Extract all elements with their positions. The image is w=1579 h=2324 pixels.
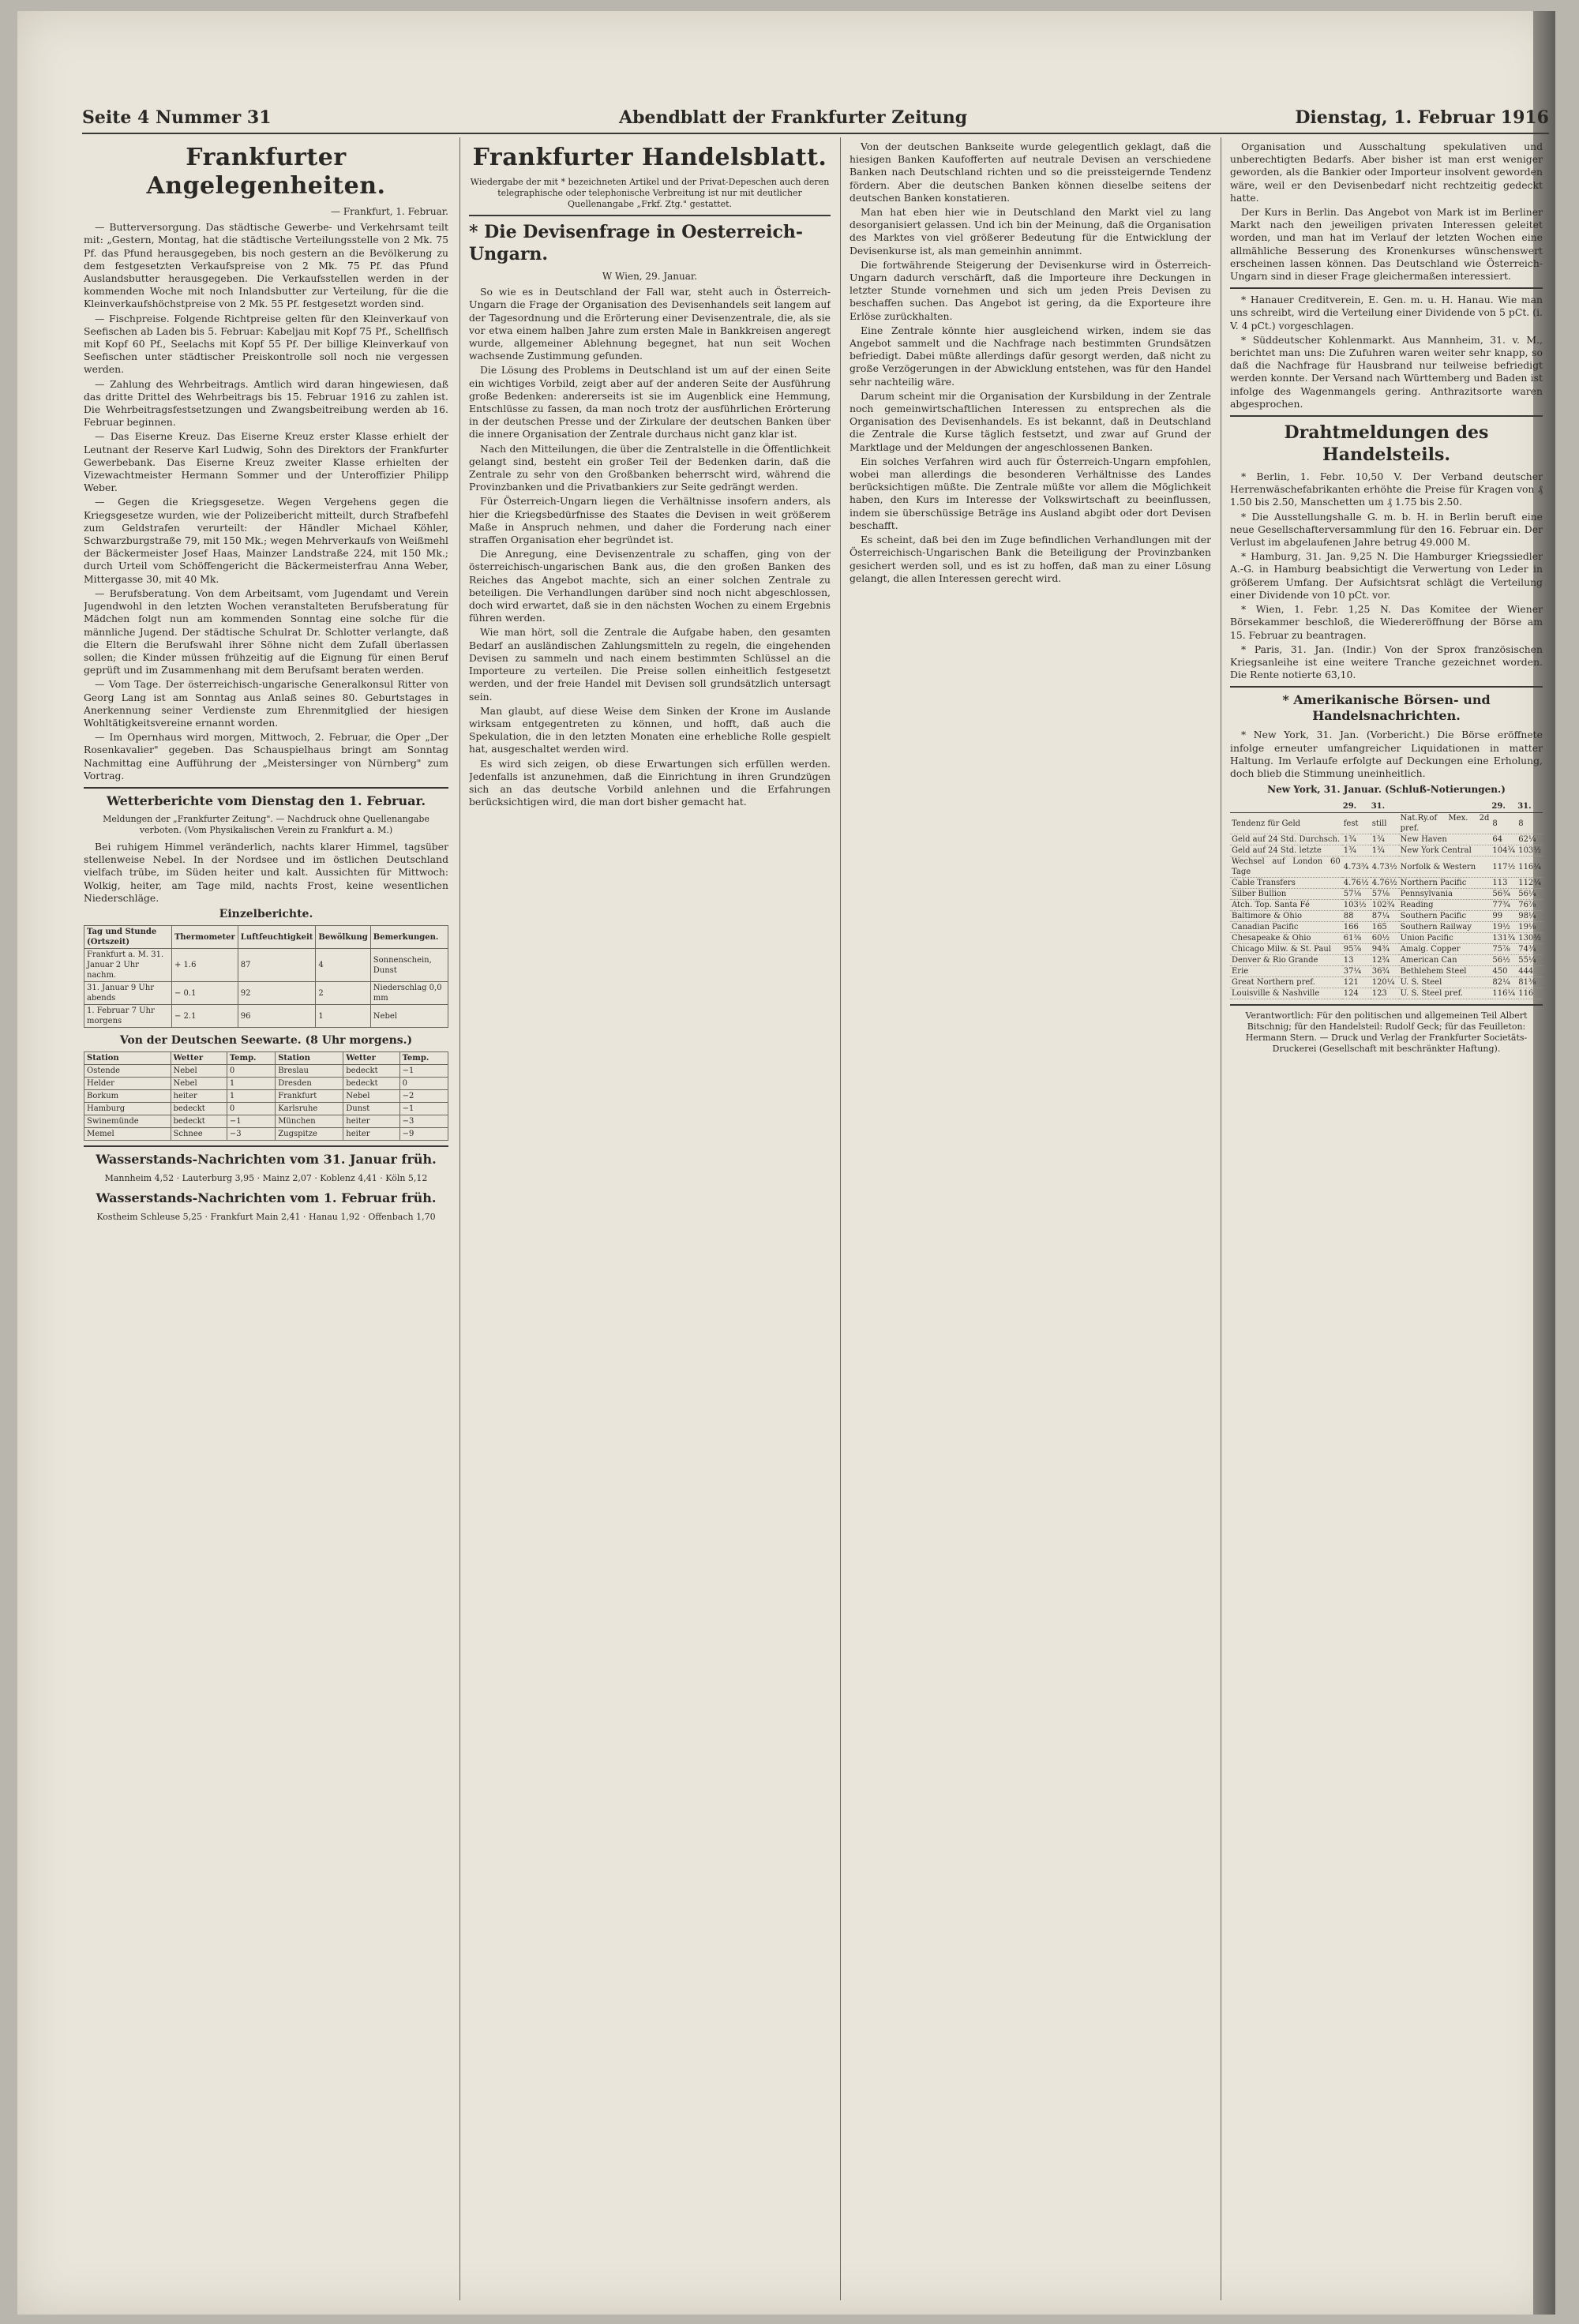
table-cell: Erie — [1230, 966, 1342, 977]
table-cell: U. S. Steel — [1399, 977, 1491, 988]
article-paragraph: Der Kurs in Berlin. Das Angebot von Mark ist im Berliner Markt nach den jeweiligen privaten Interessen geleitet worden, und man hat im Verlauf der letzten Wochen eine allmähliche Besserung des Kronenkurses wünschenswert erscheinen lassen können. Das Deutschland wie Österreich-Ungarn sind in dieser Frage gleichermaßen interessiert. — [1230, 206, 1543, 283]
table-header: Thermometer — [171, 926, 238, 949]
table-cell: Atch. Top. Santa Fé — [1230, 900, 1342, 911]
section-divider — [1230, 287, 1543, 289]
table-cell: 121 — [1342, 977, 1371, 988]
table-row — [1230, 813, 1543, 834]
stock-table-title: New York, 31. Januar. (Schluß-Notierungen.) — [1267, 784, 1506, 796]
table-cell: New Haven — [1399, 834, 1491, 845]
table-cell: 87 — [238, 949, 316, 982]
column-local-news — [84, 141, 448, 2296]
table-cell: Canadian Pacific — [1230, 922, 1342, 933]
table-cell: 444 — [1517, 966, 1543, 977]
section-divider — [1230, 415, 1543, 417]
table-cell: 12¾ — [1371, 955, 1399, 966]
table-cell: Sonnenschein, Dunst — [370, 949, 448, 982]
table-cell: 95⅞ — [1342, 944, 1371, 955]
table-header: Temp. — [227, 1052, 275, 1065]
table-cell: 57⅛ — [1342, 889, 1371, 900]
table-cell: Frankfurt a. M. 31. Januar 2 Uhr nachm. — [84, 949, 172, 982]
table-cell: 88 — [1342, 911, 1371, 922]
table-cell: 62¼ — [1517, 834, 1543, 845]
table-cell: American Can — [1399, 955, 1491, 966]
table-cell: Denver & Rio Grande — [1230, 955, 1342, 966]
article-paragraph: Man hat eben hier wie in Deutschland den Markt viel zu lang desorganisiert gelassen. Und ich bin der Meinung, daß die Organisation des Marktes von viel größerer Bedeutung für die Entwicklung der Devisenkurse ist, als man gemeinhin annimmt. — [850, 206, 1211, 257]
table-header: 29. — [1342, 800, 1371, 813]
table-cell: 130½ — [1517, 933, 1543, 944]
table-cell: Nebel — [370, 1005, 448, 1028]
table-cell: 1¾ — [1342, 834, 1371, 845]
table-cell: 92 — [238, 982, 316, 1005]
table-cell: bedeckt — [343, 1078, 399, 1090]
table-cell: Nebel — [171, 1065, 227, 1078]
column-rule — [459, 137, 460, 2300]
table-cell: Reading — [1399, 900, 1491, 911]
table-cell: −2 — [399, 1090, 448, 1103]
table-cell: Hamburg — [84, 1103, 171, 1115]
table-cell: Norfolk & Western — [1399, 857, 1491, 878]
table-cell: Union Pacific — [1399, 933, 1491, 944]
table-cell: 56¼ — [1517, 889, 1543, 900]
table-cell: Baltimore & Ohio — [1230, 911, 1342, 922]
table-cell: −1 — [399, 1065, 448, 1078]
table-cell: Memel — [84, 1128, 171, 1141]
table-cell: 1 — [227, 1078, 275, 1090]
table-cell: Breslau — [276, 1065, 343, 1078]
page-number: Seite 4 Nummer 31 — [82, 107, 272, 128]
table-cell: −9 — [399, 1128, 448, 1141]
table-cell: 0 — [227, 1065, 275, 1078]
table-cell: Chicago Milw. & St. Paul — [1230, 944, 1342, 955]
table-cell: 4.76½ — [1371, 879, 1397, 888]
article-paragraph: Es scheint, daß bei den im Zuge befindlichen Verhandlungen mit der Österreichisch-Ungarischen Bank die Beteiligung der Provinzbanken gesichert werden soll, und es ist zu hoffen, daß man zu einer Lösung gelangt, die allen Interessen gerecht wird. — [850, 534, 1211, 584]
table-cell: Karlsruhe — [276, 1103, 343, 1115]
water-text-2: Kostheim Schleuse 5,25 · Frankfurt Main 2,41 · Hanau 1,92 · Offenbach 1,70 — [96, 1211, 436, 1222]
water-title-2: Wasserstands-Nachrichten vom 1. Februar früh. — [96, 1190, 437, 1205]
news-paragraph: — Vom Tage. Der österreichisch-ungarische Generalkonsul Ritter von Georg Lang ist am Sonntag aus Anlaß seines 80. Geburtstages in Anerkennung seiner Verdienste zum Ehrenmitglied der hiesigen Wohltätigkeitsvereine ernannt worden. — [84, 678, 448, 729]
article-paragraph: Die Lösung des Problems in Deutschland ist um auf der einen Seite ein wichtiges Vorbild, zeigt aber auf der anderen Seite der Ausführung große Bedenken: andererseits ist sie im Augenblick eine Hemmung, Entschlüsse zu fassen, da man noch trotz der ausführlichen Erörterung in der deutschen Presse und der Zirkulare der deutschen Banken über die innere Organisation der Zentrale durchaus nicht ganz klar ist. — [469, 364, 831, 440]
table-cell: Dunst — [343, 1103, 399, 1115]
table-cell: Nebel — [343, 1090, 399, 1103]
article-title: * Die Devisenfrage in Oesterreich-Ungarn. — [469, 222, 803, 264]
table-cell: Chesapeake & Ohio — [1230, 933, 1342, 944]
table-cell: 55¼ — [1517, 955, 1543, 966]
table-row — [84, 949, 448, 982]
section-divider — [84, 787, 448, 789]
table-header: 29. — [1491, 800, 1517, 813]
table-cell: Borkum — [84, 1090, 171, 1103]
table-row — [1230, 988, 1543, 999]
weather-table — [84, 925, 448, 1028]
table-cell: 1. Februar 7 Uhr morgens — [84, 1005, 172, 1028]
table-row — [1230, 900, 1543, 911]
table-cell: − 0.1 — [171, 982, 238, 1005]
table-cell: Bethlehem Steel — [1399, 966, 1491, 977]
table-cell: 76⅞ — [1517, 900, 1543, 911]
article-paragraph: Ein solches Verfahren wird auch für Österreich-Ungarn empfohlen, wobei man allerdings die besonderen Verhältnisse des Landes berücksichtigen müßte. Die Zentrale müßte vor allem die Möglichkeit haben, den Kurs im Interesse der Volkswirtschaft zu beeinflussen, indem sie überschüssige Beträge ins Ausland abgibt oder dort Devisen beschafft. — [850, 455, 1211, 531]
dateline: W Wien, 29. Januar. — [602, 271, 698, 282]
table-cell: 19⅛ — [1517, 922, 1543, 933]
table-cell: 1¾ — [1371, 845, 1399, 857]
article-paragraph: Die fortwährende Steigerung der Devisenkurse wird in Österreich-Ungarn dadurch verschärft, daß die Importeure ihre Deckungen in letzter Stunde vornehmen und sich um jeden Preis Devisen zu beschaffen suchen. Das Angebot ist gering, da die Exporteure ihre Erlöse zurückhalten. — [850, 258, 1211, 322]
table-cell: Louisville & Nashville — [1230, 988, 1342, 999]
table-cell: 104¾ — [1492, 846, 1516, 856]
news-paragraph: — Gegen die Kriegsgesetze. Wegen Vergehens gegen die Kriegsgesetze wurden, wie der Polizeibericht mitteilt, durch Strafbefehl zum Geldstrafen verurteilt: der Händler Michael Köhler, Schwarzburgstraße 79, mit 150 Mk.; wegen Mehrverkaufs von Weißmehl der Bäckermeister Josef Haas, Mainzer Landstraße 224, mit 150 Mk.; durch Urteil vom Schöffengericht die Bäckermeisterfrau Anna Weber, Mittergasse 30, mit 40 Mk. — [84, 496, 448, 585]
table-row — [1230, 834, 1543, 845]
dateline: — Frankfurt, 1. Februar. — [331, 206, 448, 217]
wire-paragraph: * Die Ausstellungshalle G. m. b. H. in Berlin beruft eine neue Gesellschafterversammlung für den 16. Februar ein. Der Verlust im abgelaufenen Jahre betrug 49.000 M. — [1230, 510, 1543, 549]
table-cell: 75⅞ — [1491, 944, 1517, 955]
table-cell: Dresden — [276, 1078, 343, 1090]
table-cell: 94¾ — [1371, 944, 1399, 955]
newspaper-title: Abendblatt der Frankfurter Zeitung — [619, 107, 968, 128]
table-row — [84, 1090, 448, 1103]
table-cell: 87¼ — [1371, 911, 1399, 922]
table-row — [1230, 977, 1543, 988]
news-paragraph: — Fischpreise. Folgende Richtpreise gelten für den Kleinverkauf von Seefischen ab Laden bis 5. Februar: Kabeljau mit Kopf 75 Pf., Schellfisch mit Kopf 60 Pf., Seelachs mit Kopf 55 Pf. Der billige Kleinverkauf von Seefischen unter städtischer Preiskontrolle soll noch nie vergessen werden. — [84, 312, 448, 376]
weather-text: Bei ruhigem Himmel veränderlich, nachts klarer Himmel, tagsüber stellenweise Nebel. In der Nordsee und im östlichen Deutschland vielfach trübe, im Süden heiter und kalt. Aussichten für Mittwoch: Wolkig, heiter, am Tage mild, nachts Frost, keine wesentlichen Niederschläge. — [84, 840, 448, 904]
american-title: * Amerikanische Börsen- und Handelsnachrichten. — [1282, 692, 1491, 724]
table-cell: 77¾ — [1491, 900, 1517, 911]
article-paragraph: Für Österreich-Ungarn liegen die Verhältnisse insofern anders, als hier die Kriegsbedürfnisse des Staates die Devisen in weit größerem Maße in Anspruch nehmen, und daher die Forderung nach einer straffen Organisation eher begründet ist. — [469, 495, 831, 546]
page-header — [82, 104, 1549, 131]
table-cell: −3 — [227, 1128, 275, 1141]
article-paragraph: Nach den Mitteilungen, die über die Zentralstelle in die Öffentlichkeit gelangt sind, besteht ein großer Teil der Bedenken darin, daß die Zentrale zu sehr von den Großbanken beherrscht wird, während die Provinzbanken und die Privatbankiers zur Seite gedrängt werden. — [469, 442, 831, 493]
table-cell: 103½ — [1517, 845, 1543, 857]
article-paragraph: Darum scheint mir die Organisation der Kursbildung in der Zentrale noch gemeinwirtschaftlichen Interessen zu entsprechen als die Organisation des Devisenhandels. Es ist bekannt, daß in Deutschland die Zentrale die Kurse täglich festsetzt, und zwar auf Grund der Marktlage und der Meldungen der angeschlossenen Banken. — [850, 389, 1211, 453]
notice-paragraph: * Hanauer Creditverein, E. Gen. m. u. H. Hanau. Wie man uns schreibt, wird die Verteilung einer Dividende von 5 pCt. (i. V. 4 pCt.) vorgeschlagen. — [1230, 294, 1543, 332]
table-cell: Great Northern pref. — [1230, 977, 1342, 988]
table-cell: 1¾ — [1342, 845, 1371, 857]
column-handelsblatt — [469, 141, 831, 2296]
table-cell: 166 — [1342, 922, 1371, 933]
table-cell: 96 — [238, 1005, 316, 1028]
table-row — [84, 1065, 448, 1078]
article-paragraph: Wie man hört, soll die Zentrale die Aufgabe haben, den gesamten Bedarf an ausländischen Zahlungsmitteln zu regeln, die eingehenden Devisen zu sammeln und nach einem bestimmten Schlüssel an die Importeure zu verteilen. Die Preise sollen einheitlich festgesetzt werden, und der freie Handel mit Devisen soll grundsätzlich untersagt sein. — [469, 626, 831, 703]
table-cell: 4.76½ — [1343, 879, 1369, 888]
table-header: Wetter — [171, 1052, 227, 1065]
table-cell: 8 — [1517, 813, 1543, 834]
table-header: Bewölkung — [316, 926, 370, 949]
table-cell: 56½ — [1491, 955, 1517, 966]
table-row — [1230, 889, 1543, 900]
table-cell: 131¾ — [1492, 934, 1516, 943]
table-cell: 4.73½ — [1371, 857, 1399, 878]
table-row — [84, 1128, 448, 1141]
wire-paragraph: * Berlin, 1. Febr. 10,50 V. Der Verband deutscher Herrenwäschefabrikanten erhöhte die Preise für Kragen von ₰ 1.50 bis 2.50, Manschetten um ₰ 1.75 bis 2.50. — [1230, 470, 1543, 508]
table-cell: + 1.6 — [171, 949, 238, 982]
seewarte-title: Von der Deutschen Seewarte. (8 Uhr morgens.) — [119, 1034, 413, 1048]
table-row — [84, 1103, 448, 1115]
table-cell: heiter — [171, 1090, 227, 1103]
wire-paragraph: * Wien, 1. Febr. 1,25 N. Das Komitee der Wiener Börsekammer beschloß, die Wiedereröffnung der Börse am 15. Februar zu beantragen. — [1230, 603, 1543, 641]
table-cell: − 2.1 — [171, 1005, 238, 1028]
table-cell: bedeckt — [343, 1065, 399, 1078]
wire-paragraph: * Hamburg, 31. Jan. 9,25 N. Die Hamburger Kriegssiedler A.-G. in Hamburg beabsichtigt die Verwertung von Leder in größerem Umfang. Der Aufsichtsrat schlägt die Verteilung einer Dividende von 10 pCt. vor. — [1230, 550, 1543, 601]
table-header: Tag und Stunde (Ortszeit) — [84, 926, 172, 949]
stock-table — [1230, 800, 1543, 999]
table-header: Bemerkungen. — [370, 926, 448, 949]
table-cell: 98¼ — [1517, 911, 1543, 922]
table-cell: 2 — [316, 982, 370, 1005]
table-cell: Pennsylvania — [1399, 889, 1491, 900]
section-divider — [84, 1145, 448, 1147]
newspaper-page — [17, 11, 1555, 2315]
table-cell: 36¾ — [1371, 966, 1399, 977]
weather-title: Wetterberichte vom Dienstag den 1. Februar. — [106, 793, 426, 808]
article-paragraph: Eine Zentrale könnte hier ausgleichend wirken, indem sie das Angebot sammelt und die Nachfrage nach bestimmten Grundsätzen befriedigt. Dabei müßte allerdings dafür gesorgt werden, daß nicht zu große Verzögerungen in der Abwicklung entstehen, was für den Handel sehr nachteilig wäre. — [850, 324, 1211, 388]
table-cell: 19½ — [1491, 922, 1517, 933]
reprint-notice: Wiedergabe der mit * bezeichneten Artikel und der Privat-Depeschen auch deren telegraphische oder telephonische Verbreitung ist nur mit deutlicher Quellenangabe „Frkf. Ztg." gestattet. — [470, 177, 830, 209]
table-cell: Niederschlag 0,0 mm — [370, 982, 448, 1005]
article-paragraph: Von der deutschen Bankseite wurde gelegentlich geklagt, daß die hiesigen Banken Kaufofferten auf neutrale Devisen an verschiedene Banken nach Deutschland richten und so die preissteigernde Tendenz fördern. Aber die deutschen Banken können dieselbe seitens der deutschen Banken konstatieren. — [850, 141, 1211, 204]
table-cell: Geld auf 24 Std. letzte — [1230, 845, 1342, 857]
seewarte-table — [84, 1051, 448, 1141]
issue-date: Dienstag, 1. Februar 1916 — [1295, 107, 1549, 128]
table-cell: 60½ — [1371, 933, 1399, 944]
table-cell: 102¾ — [1371, 900, 1399, 911]
table-cell: Ostende — [84, 1065, 171, 1078]
table-cell: 64 — [1491, 834, 1517, 845]
table-cell: New York Central — [1399, 845, 1491, 857]
table-row — [1230, 911, 1543, 922]
table-cell: 1¾ — [1371, 834, 1399, 845]
table-cell: Tendenz für Geld — [1230, 813, 1342, 834]
table-row — [1230, 933, 1543, 944]
column-article-continued — [850, 141, 1211, 2296]
table-cell: 117½ — [1491, 857, 1517, 878]
news-paragraph: — Im Opernhaus wird morgen, Mittwoch, 2. Februar, die Oper „Der Rosenkavalier" gegeben. Das Schauspielhaus bringt am Sonntag Nachmittag eine Aufführung der „Meistersinger von Nürnberg" zum Vortrag. — [84, 731, 448, 782]
table-cell: Wechsel auf London 60 Tage — [1232, 857, 1341, 877]
table-header: Luftfeuchtigkeit — [238, 926, 316, 949]
table-row — [1230, 878, 1543, 889]
table-cell: 113 — [1491, 878, 1517, 889]
column-rule — [840, 137, 841, 2300]
table-row — [1230, 944, 1543, 955]
table-cell: fest — [1342, 813, 1371, 834]
table-cell: Zugspitze — [276, 1128, 343, 1141]
table-cell: 1 — [316, 1005, 370, 1028]
table-cell: Southern Pacific — [1399, 911, 1491, 922]
table-row — [84, 1115, 448, 1128]
table-cell: U. S. Steel pref. — [1399, 988, 1491, 999]
table-row — [1230, 966, 1543, 977]
table-cell: Geld auf 24 Std. Durchsch. — [1230, 834, 1342, 845]
table-cell: 82¼ — [1491, 977, 1517, 988]
news-paragraph: — Berufsberatung. Von dem Arbeitsamt, vom Jugendamt und Verein Jugendwohl in den letzten Wochen veranstalteten Berufsberatung für Mädchen folgt nun am kommenden Sonntag eine solche für die männliche Jugend. Der städtische Schulrat Dr. Schlotter verlangte, daß die Eltern die Berufswahl ihrer Söhne nicht dem Zufall überlassen sollen; die Kinder müssen frühzeitig auf die Eignung für einen Beruf geprüft und im Zusammenhang mit dem Berufsamt beraten werden. — [84, 587, 448, 677]
table-cell: bedeckt — [171, 1115, 227, 1128]
table-header: Station — [84, 1052, 171, 1065]
table-cell: heiter — [343, 1128, 399, 1141]
imprint: Verantwortlich: Für den politischen und allgemeinen Teil Albert Bitschnig; für den Handelsteil: Rudolf Geck; für das Feuilleton: Hermann Stern. — Druck und Verlag der Frankfurter Societäts-Druckerei (Gesellschaft mit beschränkter Haftung). — [1245, 1010, 1528, 1055]
table-cell: 123 — [1371, 988, 1399, 999]
table-cell: 99 — [1491, 911, 1517, 922]
water-title-1: Wasserstands-Nachrichten vom 31. Januar früh. — [96, 1152, 437, 1168]
section-title-handelsblatt: Frankfurter Handelsblatt. — [472, 144, 827, 171]
table-cell: −3 — [399, 1115, 448, 1128]
table-cell: Southern Railway — [1399, 922, 1491, 933]
table-row — [84, 982, 448, 1005]
table-cell: 4 — [316, 949, 370, 982]
table-cell: 57⅛ — [1371, 889, 1399, 900]
news-paragraph: — Das Eiserne Kreuz. Das Eiserne Kreuz erster Klasse erhielt der Leutnant der Reserve Karl Ludwig, Sohn des Direktors der Frankfurter Gewerbebank. Das Eiserne Kreuz zweiter Klasse erhielten der Vizewachtmeister Hermann Sommer und der Unteroffizier Philipp Weber. — [84, 430, 448, 494]
table-cell: 116 — [1517, 988, 1543, 999]
table-cell: 0 — [227, 1103, 275, 1115]
table-row — [84, 1078, 448, 1090]
table-cell: 4.73¾ — [1342, 857, 1371, 878]
weather-subtitle: Meldungen der „Frankfurter Zeitung". — Nachdruck ohne Quellenangabe verboten. (Vom Physikalischen Verein zu Frankfurt a. M.) — [103, 813, 429, 835]
table-cell: 165 — [1371, 922, 1399, 933]
table-cell: heiter — [343, 1115, 399, 1128]
section-title-local: Frankfurter Angelegenheiten. — [146, 144, 386, 200]
water-text-1: Mannheim 4,52 · Lauterburg 3,95 · Mainz 2,07 · Koblenz 4,41 · Köln 5,12 — [104, 1173, 428, 1184]
table-cell: −1 — [399, 1103, 448, 1115]
table-cell: Nat.Ry.of Mex. 2d pref. — [1400, 814, 1490, 834]
table-header: Wetter — [343, 1052, 399, 1065]
article-paragraph: Man glaubt, auf diese Weise dem Sinken der Krone im Auslande wirksam entgegentreten zu können, und hofft, daß auch die Spekulation, die in den letzten Monaten eine erhebliche Rolle gespielt hat, ausgeschaltet werden wird. — [469, 704, 831, 755]
notice-paragraph: * Süddeutscher Kohlenmarkt. Aus Mannheim, 31. v. M., berichtet man uns: Die Zufuhren waren weiter sehr knapp, so daß die Nachfrage für Hausbrand nur teilweise befriedigt werden konnte. Der Versand nach Württemberg und Baden ist infolge des Wagenmangels gering. Anthrazitsorte waren abgesprochen. — [1230, 333, 1543, 410]
table-cell: 116¼ — [1492, 989, 1516, 999]
wire-title: Drahtmeldungen des Handelsteils. — [1284, 422, 1489, 466]
table-cell: Amalg. Copper — [1399, 944, 1491, 955]
table-cell: 61⅜ — [1342, 933, 1371, 944]
table-cell: 8 — [1491, 813, 1517, 834]
news-paragraph: — Butterversorgung. Das städtische Gewerbe- und Verkehrsamt teilt mit: „Gestern, Montag, hat die städtische Verteilungsstelle von 2 Mk. 75 Pf. das Pfund herausgegeben, bis noch gestern an die Bevölkerung zu dem festgesetzten Verkaufspreise von 2 Mk. 75 Pf. das Pfund Auslandsbutter herausgegeben. Die Verkaufsstellen werden in der kommenden Woche mit noch Inlandsbutter zur Verteilung, für die die Kleinverkaufshöchstpreise von 2 Mk. 55 Pf. festgesetzt worden sind. — [84, 221, 448, 310]
table-cell: 56¾ — [1491, 889, 1517, 900]
table-header: Temp. — [399, 1052, 448, 1065]
table-row — [84, 1005, 448, 1028]
article-paragraph: So wie es in Deutschland der Fall war, steht auch in Österreich-Ungarn die Frage der Organisation des Devisenhandels seit langem auf der Tagesordnung und die Erörterung einer Devisenzentrale, die, als sie vor etwa einem halben Jahre zum ersten Male in Bankkreisen angeregt wurde, allgemeiner Ablehnung begegnet, hat nun seit Wochen wachsende Zustimmung gefunden. — [469, 286, 831, 362]
table-cell: 0 — [399, 1078, 448, 1090]
table-cell: 120¼ — [1371, 977, 1399, 988]
wire-paragraph: * Paris, 31. Jan. (Indir.) Von der Sprox französischen Kriegsanleihe ist eine weitere Tranche gezeichnet worden. Die Rente notierte 63,10. — [1230, 643, 1543, 681]
article-paragraph: Organisation und Ausschaltung spekulativen und unberechtigten Bedarfs. Aber bisher ist man erst weniger geworden, als die Bankier oder Importeur insolvent geworden wäre, weil er den Devisenbedarf nicht rechtzeitig gedeckt hatte. — [1230, 141, 1543, 204]
table-cell: Nebel — [171, 1078, 227, 1090]
table-header: 31. — [1517, 800, 1543, 813]
table-cell: bedeckt — [171, 1103, 227, 1115]
table-header: 31. — [1371, 800, 1399, 813]
table-cell: Frankfurt — [276, 1090, 343, 1103]
table-header: Station — [276, 1052, 343, 1065]
table-cell: 31. Januar 9 Uhr abends — [84, 982, 172, 1005]
table-cell: 37¼ — [1342, 966, 1371, 977]
table-cell: 116¼ — [1517, 857, 1543, 878]
table-cell: 81⅜ — [1517, 977, 1543, 988]
section-divider — [1230, 1004, 1543, 1006]
table-cell: 112¼ — [1517, 878, 1543, 889]
table-cell: Helder — [84, 1078, 171, 1090]
table-row — [1230, 857, 1543, 878]
table-cell: 450 — [1491, 966, 1517, 977]
table-header — [1230, 800, 1342, 813]
table-cell: München — [276, 1115, 343, 1128]
news-paragraph: — Zahlung des Wehrbeitrags. Amtlich wird daran hingewiesen, daß das dritte Drittel des Wehrbeitrags bis 15. Februar 1916 zu zahlen ist. Die Wehrbeitragsfestsetzungen und Zwangsbeitreibung werden ab 16. Februar beginnen. — [84, 377, 448, 429]
table-row — [1230, 955, 1543, 966]
american-paragraph: * New York, 31. Jan. (Vorbericht.) Die Börse eröffnete infolge erneuter umfangreicher Liquidationen in matter Haltung. Im Verlaufe erfolgte auf Deckungen eine Erholung, doch blieb die Stimmung uneinheitlich. — [1230, 729, 1543, 779]
section-divider — [469, 215, 831, 216]
table-cell: Schnee — [171, 1128, 227, 1141]
table-cell: 103½ — [1342, 900, 1371, 911]
table-row — [1230, 922, 1543, 933]
table-cell: 74¾ — [1517, 944, 1543, 955]
einzel-title: Einzelberichte. — [219, 907, 313, 920]
table-cell: Cable Transfers — [1230, 878, 1342, 889]
column-market-news — [1230, 141, 1543, 2296]
article-paragraph: Die Anregung, eine Devisenzentrale zu schaffen, ging von der österreichisch-ungarischen Bank aus, die den großen Banken des Reiches das Angebot machte, sich an einer solchen Zentrale zu beteiligen. Die Verhandlungen darüber sind noch nicht abgeschlossen, doch wird erwartet, daß sie in den nächsten Wochen zu einem Ergebnis führen werden. — [469, 548, 831, 624]
table-cell: Silber Bullion — [1230, 889, 1342, 900]
section-divider — [1230, 686, 1543, 688]
header-rule — [82, 133, 1549, 134]
table-header — [1399, 800, 1491, 813]
table-row — [1230, 845, 1543, 857]
table-cell: Swinemünde — [84, 1115, 171, 1128]
table-cell: still — [1371, 813, 1399, 834]
table-cell: Northern Pacific — [1399, 878, 1491, 889]
table-cell: 124 — [1342, 988, 1371, 999]
table-cell: 13 — [1342, 955, 1371, 966]
table-cell: −1 — [227, 1115, 275, 1128]
table-cell: 1 — [227, 1090, 275, 1103]
article-paragraph: Es wird sich zeigen, ob diese Erwartungen sich erfüllen werden. Jedenfalls ist anzunehmen, daß die Einrichtung in ihren Grundzügen sich an das deutsche Vorbild anlehnen und die Erfahrungen berücksichtigen wird, die man dort bisher gemacht hat. — [469, 757, 831, 808]
